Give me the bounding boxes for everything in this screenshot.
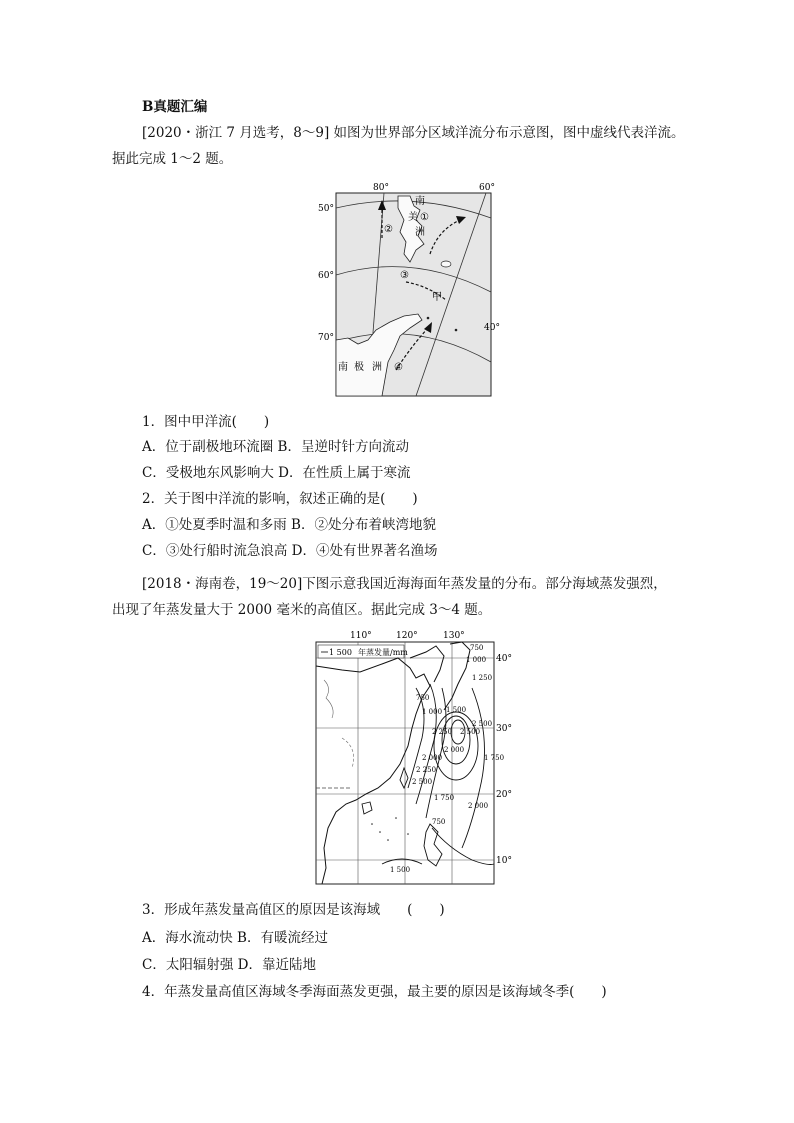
- contour-label-5: 1 000: [422, 708, 443, 716]
- map2-lat-30: 30°: [496, 724, 512, 734]
- sa-label-3: 洲: [415, 227, 425, 238]
- contour-label-18: 1 500: [390, 866, 411, 874]
- contour-label-13: 2 250: [416, 766, 437, 774]
- map2-legend-value: 1 500: [329, 648, 352, 657]
- current-jia-label: 甲: [432, 292, 442, 303]
- question-1-options-ab: A．位于副极地环流圈 B．呈逆时针方向流动: [142, 439, 409, 455]
- question-3-options-ab: A．海水流动快 B．有暖流经过: [142, 930, 328, 946]
- contour-label-8: 2 500: [460, 728, 481, 736]
- map1-lon-60: 60°: [479, 183, 495, 193]
- marker-2: ②: [384, 224, 393, 235]
- map2-lon-120: 120°: [396, 631, 418, 641]
- contour-label-7: 2 500: [472, 720, 493, 728]
- passage-2-line-2: 出现了年蒸发量大于 2000 毫米的高值区。据此完成 3～4 题。: [112, 602, 492, 618]
- island-dot-4: [395, 817, 397, 819]
- question-2-stem: 2．关于图中洋流的影响，叙述正确的是( ): [142, 491, 418, 507]
- section-title: B真题汇编: [142, 99, 208, 115]
- map2-lon-130: 130°: [443, 631, 465, 641]
- ant-label-3: 洲: [372, 362, 382, 373]
- passage-1-line-2: 据此完成 1～2 题。: [112, 151, 233, 167]
- contour-label-14: 2 500: [412, 778, 433, 786]
- map1-lat-50: 50°: [318, 204, 334, 214]
- island-dot-3: [387, 839, 389, 841]
- contour-label-15: 2 000: [468, 802, 489, 810]
- map1-lon-80: 80°: [373, 183, 389, 193]
- ant-label-1: 南: [338, 362, 348, 373]
- passage-1-line-1: [2020・浙江 7 月选考，8～9] 如图为世界部分区域洋流分布示意图，图中虚线代表洋流。: [142, 125, 685, 141]
- island-dot-2: [379, 831, 381, 833]
- map2-legend-text: 年蒸发量/mm: [358, 648, 408, 657]
- marker-1: ①: [420, 212, 429, 223]
- contour-label-11: 1 750: [484, 754, 505, 762]
- island-dot-5: [407, 833, 409, 835]
- contour-label-1: 750: [470, 644, 484, 652]
- passage-2-line-1: [2018・海南卷，19～20]下图示意我国近海海面年蒸发量的分布。部分海域蒸发强烈，: [142, 576, 667, 592]
- ocean-current-map: [318, 180, 498, 400]
- contour-label-10: 2 000: [444, 746, 465, 754]
- contour-label-6: 1 500: [446, 706, 467, 714]
- sa-label-2: 美: [408, 212, 418, 223]
- map1-island-dot: [427, 317, 430, 320]
- contour-label-4: 750: [416, 694, 430, 702]
- question-3-stem: 3．形成年蒸发量高值区的原因是该海域 ( ): [142, 902, 445, 918]
- map1-lat-70: 70°: [318, 333, 334, 343]
- contour-label-12: 2 000: [422, 754, 443, 762]
- map2-lat-40: 40°: [496, 654, 512, 664]
- contour-label-2: 1 000: [466, 656, 487, 664]
- question-1-options-cd: C．受极地东风影响大 D．在性质上属于寒流: [142, 465, 411, 481]
- contour-label-16: 1 750: [434, 794, 455, 802]
- question-4-stem: 4．年蒸发量高值区海域冬季海面蒸发更强，最主要的原因是该海域冬季( ): [142, 984, 607, 1000]
- falkland-islands: [441, 261, 451, 267]
- map2-lon-110: 110°: [350, 631, 372, 641]
- question-1-stem: 1．图中甲洋流( ): [142, 414, 270, 430]
- map1-lat-60: 60°: [318, 271, 334, 281]
- map1-island-dot-2: [455, 329, 458, 332]
- ant-label-2: 极: [354, 362, 364, 373]
- marker-3: ③: [400, 270, 409, 281]
- question-2-options-ab: A．①处夏季时温和多雨 B．②处分布着峡湾地貌: [142, 517, 436, 533]
- question-3-options-cd: C．太阳辐射强 D．靠近陆地: [142, 957, 316, 973]
- contour-label-17: 750: [432, 818, 446, 826]
- contour-label-3: 1 250: [472, 674, 493, 682]
- map1-lat-40: 40°: [484, 323, 500, 333]
- question-2-options-cd: C．③处行船时流急浪高 D．④处有世界著名渔场: [142, 543, 438, 559]
- map2-lat-10: 10°: [496, 856, 512, 866]
- marker-4: ④: [394, 362, 403, 373]
- island-dot-1: [371, 823, 373, 825]
- contour-label-9: 2 250: [432, 728, 453, 736]
- map2-lat-20: 20°: [496, 790, 512, 800]
- sa-label-1: 南: [415, 196, 425, 207]
- evaporation-map: [312, 628, 522, 888]
